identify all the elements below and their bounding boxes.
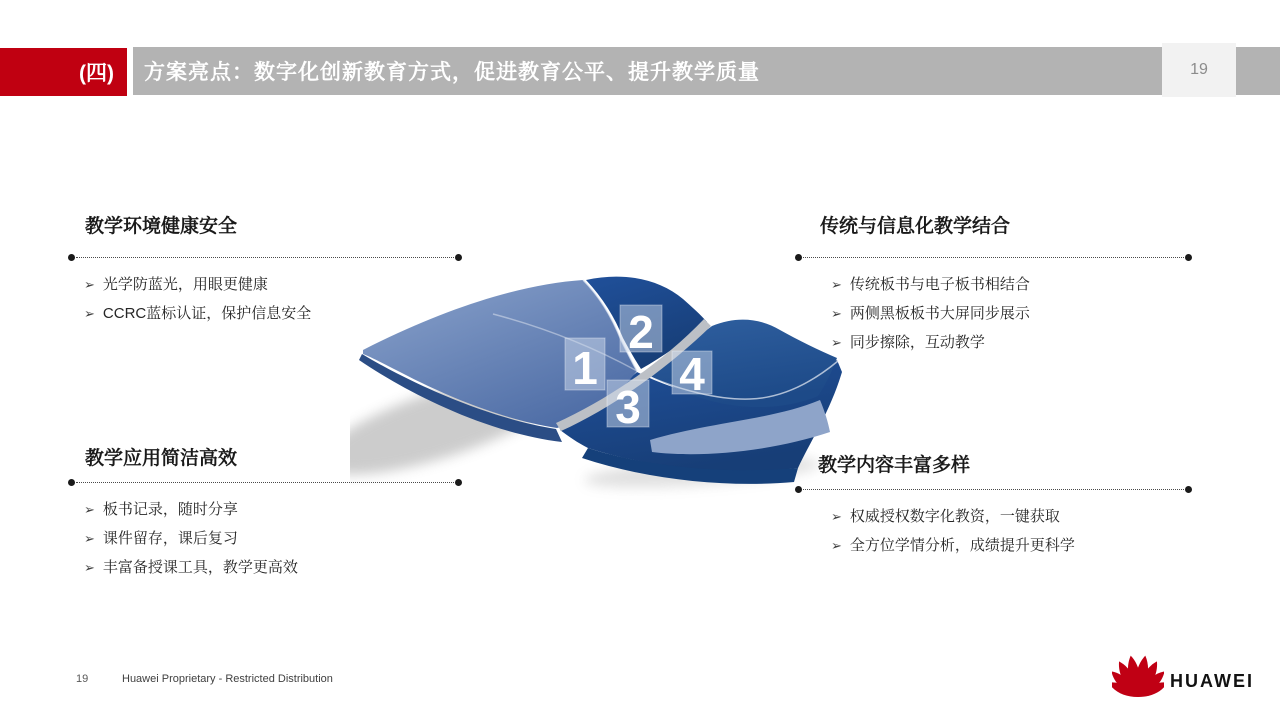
arrow-bullet-icon: ➢ (84, 277, 95, 292)
quadrant-title: 传统与信息化教学结合 (820, 216, 1011, 237)
page-number-badge (1162, 43, 1236, 97)
tile-number: 3 (615, 381, 641, 433)
tile-number: 1 (572, 342, 598, 394)
quadrant-title: 教学内容丰富多样 (818, 455, 971, 476)
divider-end-dot (68, 254, 75, 261)
huawei-brand (1112, 653, 1254, 699)
wavy-flag-diagram (350, 272, 850, 512)
quadrant-bottom-right (795, 452, 1192, 560)
bullet-text: 两侧黑板板书大屏同步展示 (849, 305, 1030, 322)
tile-number: 2 (628, 306, 654, 358)
number-tile-3 (607, 380, 649, 433)
list-item (84, 524, 462, 553)
dotted-divider (795, 254, 1192, 261)
divider-end-dot (455, 254, 462, 261)
section-index-label: (四) (79, 62, 114, 85)
dotted-divider (68, 254, 462, 261)
list-item (84, 553, 462, 582)
number-tile-1 (565, 338, 605, 394)
arrow-bullet-icon: ➢ (84, 531, 95, 546)
title-bar (133, 47, 1280, 95)
huawei-petal-logo-icon (1112, 653, 1164, 699)
footer-confidential-text: Huawei Proprietary - Restricted Distribution (122, 673, 333, 685)
bullet-text: 传统板书与电子板书相结合 (849, 276, 1030, 293)
bullet-text: 光学防蓝光，用眼更健康 (102, 276, 268, 293)
bullet-text: 权威授权数字化教资，一键获取 (849, 508, 1060, 525)
bullet-text: 同步擦除，互动教学 (849, 334, 985, 351)
section-index-box (0, 48, 127, 96)
arrow-bullet-icon: ➢ (831, 509, 842, 524)
footer-page-number: 19 (76, 673, 89, 685)
quadrant-title: 教学应用简洁高效 (85, 448, 238, 469)
arrow-bullet-icon: ➢ (831, 538, 842, 553)
bullet-text: CCRC蓝标认证，保护信息安全 (102, 305, 312, 322)
divider-end-dot (1185, 254, 1192, 261)
dotted-divider (795, 486, 1192, 493)
divider-end-dot (795, 254, 802, 261)
arrow-bullet-icon: ➢ (84, 306, 95, 321)
arrow-bullet-icon: ➢ (831, 306, 842, 321)
list-item (831, 270, 1192, 299)
divider-dotted-line (803, 489, 1184, 490)
arrow-bullet-icon: ➢ (831, 335, 842, 350)
list-item (831, 328, 1192, 357)
number-tile-2 (620, 305, 662, 358)
bullet-text: 丰富备授课工具，教学更高效 (102, 559, 298, 576)
divider-dotted-line (76, 257, 454, 258)
huawei-wordmark: HUAWEI (1170, 670, 1254, 691)
quadrant-top-right (795, 213, 1192, 357)
arrow-bullet-icon: ➢ (831, 277, 842, 292)
bullet-text: 板书记录，随时分享 (102, 501, 238, 518)
list-item (831, 502, 1192, 531)
arrow-bullet-icon: ➢ (84, 502, 95, 517)
list-item (831, 531, 1192, 560)
tile-number: 4 (679, 348, 705, 400)
number-tile-4 (672, 348, 712, 400)
list-item (831, 299, 1192, 328)
bullet-text: 全方位学情分析，成绩提升更科学 (849, 537, 1075, 554)
divider-end-dot (1185, 486, 1192, 493)
bullet-text: 课件留存，课后复习 (102, 530, 238, 547)
divider-dotted-line (803, 257, 1184, 258)
bullet-list (831, 270, 1192, 357)
divider-end-dot (68, 479, 75, 486)
bullet-list (831, 502, 1192, 560)
page-number-badge-text: 19 (1190, 61, 1208, 78)
slide-title: 方案亮点：数字化创新教育方式，促进教育公平、提升教学质量 (144, 61, 760, 84)
arrow-bullet-icon: ➢ (84, 560, 95, 575)
quadrant-title: 教学环境健康安全 (85, 216, 238, 237)
